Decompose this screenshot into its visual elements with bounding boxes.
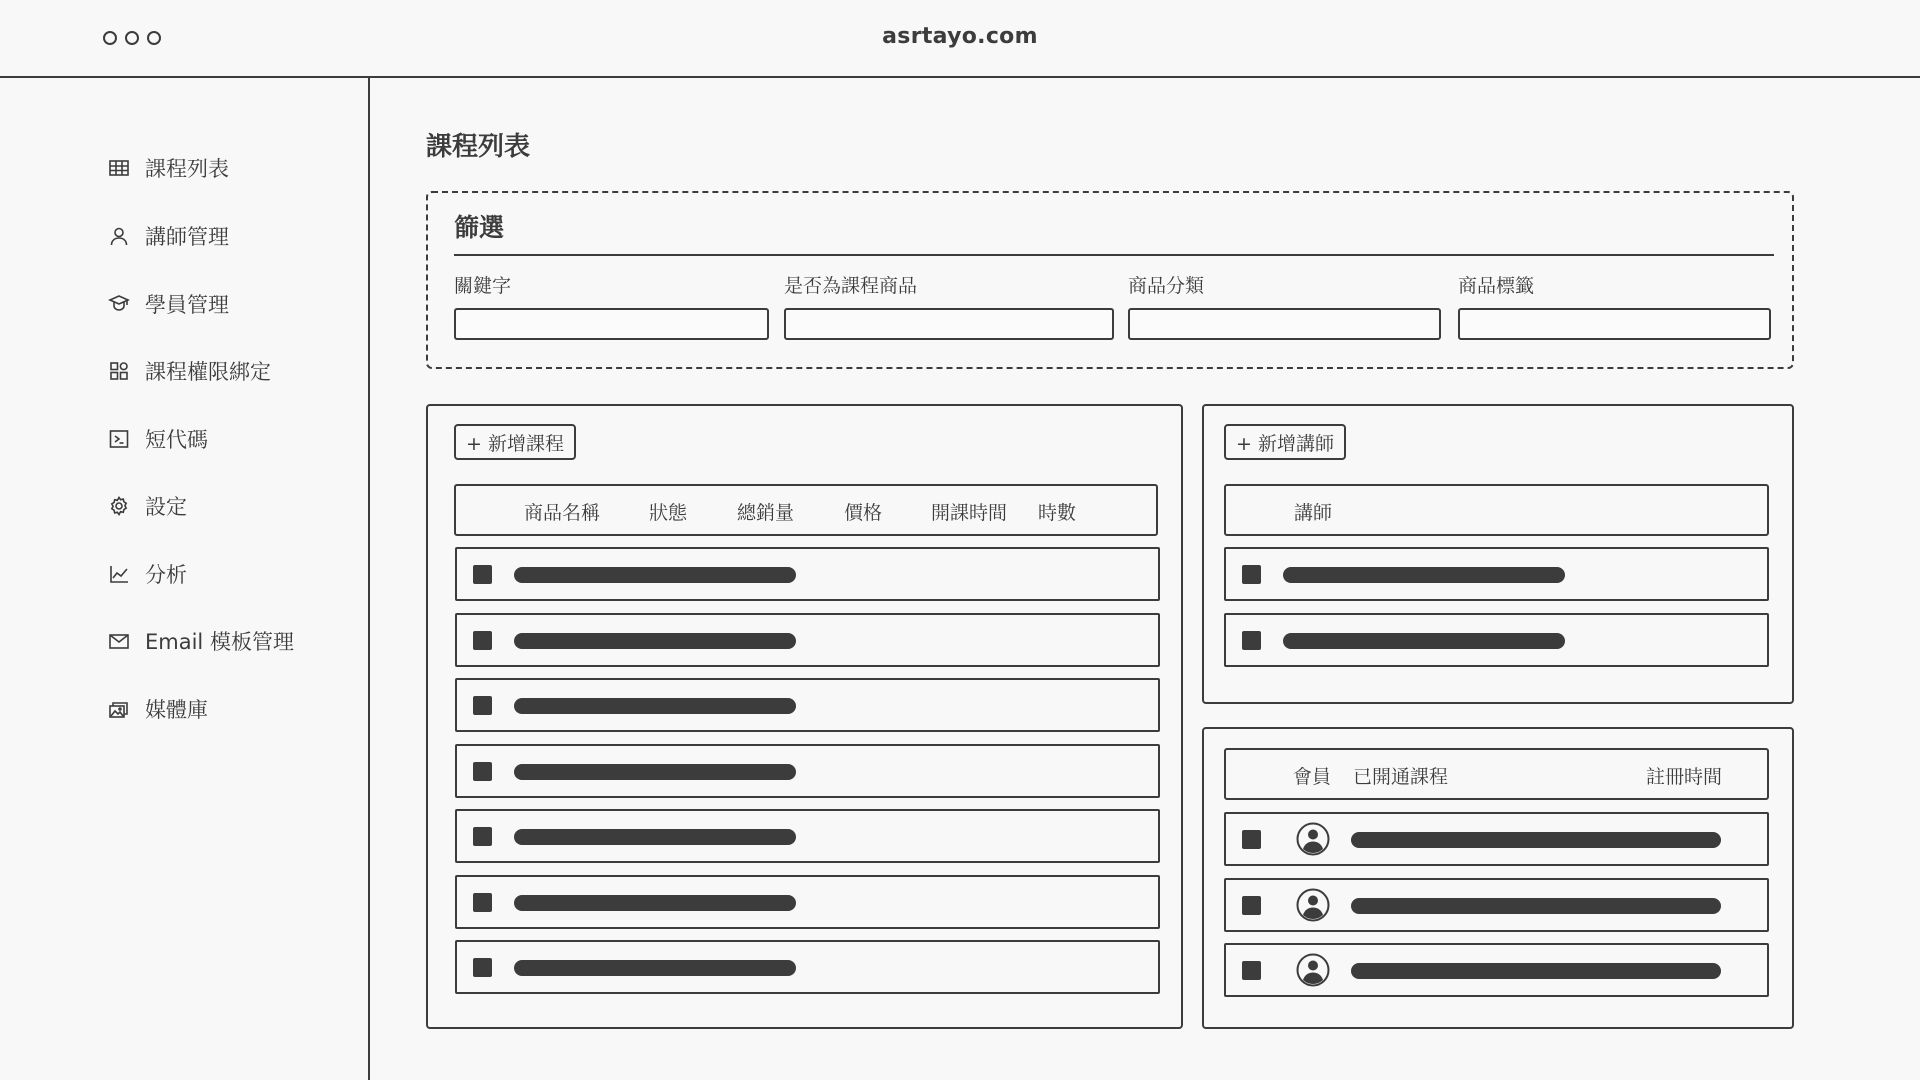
table-row[interactable] <box>455 744 1160 798</box>
sidebar-item-instructors[interactable] <box>107 221 229 251</box>
is-course-product-input[interactable] <box>784 308 1114 340</box>
terminal-icon <box>107 427 131 451</box>
sidebar-item-label: 設定 <box>145 495 187 519</box>
table-row[interactable] <box>1224 613 1769 667</box>
sidebar-item-course-list[interactable] <box>107 153 229 183</box>
keyword-input[interactable] <box>454 308 769 340</box>
placeholder-bar <box>514 829 796 845</box>
table-row[interactable] <box>455 875 1160 929</box>
placeholder-bar <box>514 960 796 976</box>
members-table-header <box>1224 748 1769 800</box>
placeholder-bar <box>514 895 796 911</box>
table-grid-icon <box>107 156 131 180</box>
product-tag-label: 商品標籤 <box>1458 275 1535 297</box>
row-checkbox[interactable] <box>1242 631 1261 650</box>
sidebar-item-students[interactable] <box>107 289 229 319</box>
avatar-icon <box>1296 888 1330 922</box>
product-category-input[interactable] <box>1128 308 1441 340</box>
table-row[interactable] <box>455 940 1160 994</box>
media-library-icon <box>107 697 131 721</box>
column-header-start-time[interactable]: 開課時間 <box>931 502 1008 524</box>
row-checkbox[interactable] <box>473 958 492 977</box>
row-checkbox[interactable] <box>1242 896 1261 915</box>
sidebar-item-label: 課程列表 <box>145 157 229 181</box>
placeholder-bar <box>514 764 796 780</box>
courses-panel <box>426 404 1183 1029</box>
sidebar-item-course-permissions[interactable] <box>107 356 271 386</box>
filter-panel <box>426 191 1794 369</box>
row-checkbox[interactable] <box>473 631 492 650</box>
placeholder-bar <box>1283 567 1565 583</box>
row-checkbox[interactable] <box>473 762 492 781</box>
sidebar-item-shortcodes[interactable] <box>107 424 208 454</box>
courses-table-header <box>454 484 1158 536</box>
avatar-icon <box>1296 822 1330 856</box>
instructors-panel <box>1202 404 1794 704</box>
page-title: 課程列表 <box>426 132 531 162</box>
table-row[interactable] <box>1224 812 1769 866</box>
sidebar-item-label: 短代碼 <box>145 428 208 452</box>
placeholder-bar <box>514 698 796 714</box>
row-checkbox[interactable] <box>473 565 492 584</box>
row-checkbox[interactable] <box>473 696 492 715</box>
is-course-product-label: 是否為課程商品 <box>784 275 918 297</box>
column-header-instructor[interactable]: 講師 <box>1294 502 1333 524</box>
placeholder-bar <box>1283 633 1565 649</box>
column-header-hours[interactable]: 時數 <box>1038 502 1077 524</box>
sidebar-item-label: 分析 <box>145 563 187 587</box>
address-url[interactable]: asrtayo.com <box>882 24 1038 49</box>
row-checkbox[interactable] <box>1242 565 1261 584</box>
filter-divider <box>454 254 1774 256</box>
table-row[interactable] <box>455 547 1160 601</box>
row-checkbox[interactable] <box>1242 961 1261 980</box>
table-row[interactable] <box>455 809 1160 863</box>
column-header-price[interactable]: 價格 <box>844 502 883 524</box>
column-header-enrolled-courses[interactable]: 已開通課程 <box>1353 766 1449 788</box>
row-checkbox[interactable] <box>473 827 492 846</box>
student-icon <box>107 292 131 316</box>
avatar-icon <box>1296 953 1330 987</box>
table-row[interactable] <box>455 613 1160 667</box>
placeholder-bar <box>1351 832 1721 848</box>
add-instructor-button[interactable]: + 新增講師 <box>1224 424 1346 460</box>
table-row[interactable] <box>1224 943 1769 997</box>
browser-title-bar <box>0 0 1920 78</box>
column-header-total-sales[interactable]: 總銷量 <box>737 502 795 524</box>
sidebar-item-analytics[interactable] <box>107 559 187 589</box>
column-header-registration-time[interactable]: 註冊時間 <box>1646 766 1723 788</box>
keyword-label: 關鍵字 <box>454 275 512 297</box>
row-checkbox[interactable] <box>1242 830 1261 849</box>
gear-icon <box>107 494 131 518</box>
filter-title: 篩選 <box>454 213 505 242</box>
row-checkbox[interactable] <box>473 893 492 912</box>
line-chart-icon <box>107 562 131 586</box>
column-header-status[interactable]: 狀態 <box>649 502 688 524</box>
sidebar-item-label: Email 模板管理 <box>145 630 294 654</box>
product-category-label: 商品分類 <box>1128 275 1205 297</box>
placeholder-bar <box>1351 898 1721 914</box>
table-row[interactable] <box>1224 878 1769 932</box>
sidebar-item-settings[interactable] <box>107 491 187 521</box>
sidebar <box>0 78 370 1080</box>
mail-icon <box>107 629 131 653</box>
sidebar-item-label: 講師管理 <box>145 225 229 249</box>
column-header-member[interactable]: 會員 <box>1293 766 1332 788</box>
column-header-product-name[interactable]: 商品名稱 <box>524 502 601 524</box>
sidebar-item-label: 課程權限綁定 <box>145 360 271 384</box>
placeholder-bar <box>514 567 796 583</box>
sidebar-item-label: 學員管理 <box>145 293 229 317</box>
apps-icon <box>107 359 131 383</box>
table-row[interactable] <box>455 678 1160 732</box>
add-course-button[interactable]: + 新增課程 <box>454 424 576 460</box>
table-row[interactable] <box>1224 547 1769 601</box>
sidebar-item-media-library[interactable] <box>107 694 208 724</box>
members-panel <box>1202 727 1794 1029</box>
user-icon <box>107 224 131 248</box>
sidebar-item-email-templates[interactable] <box>107 626 294 656</box>
sidebar-item-label: 媒體庫 <box>145 698 208 722</box>
placeholder-bar <box>514 633 796 649</box>
product-tag-input[interactable] <box>1458 308 1771 340</box>
instructors-table-header <box>1224 484 1769 536</box>
placeholder-bar <box>1351 963 1721 979</box>
